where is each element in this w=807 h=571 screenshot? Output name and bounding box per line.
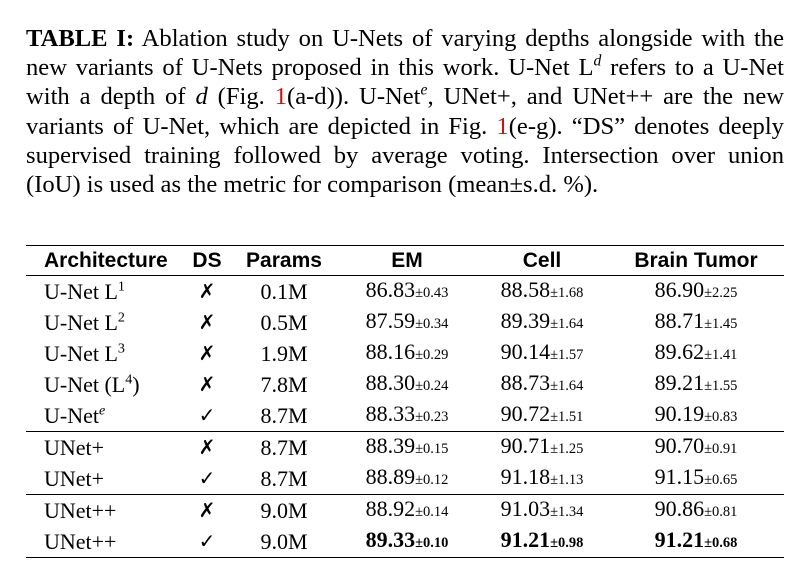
table-header-row	[26, 246, 784, 276]
header-em: EM	[338, 246, 476, 276]
architecture-cell	[26, 369, 184, 400]
em-mean: 86.83	[365, 277, 416, 302]
cell-sd: ±1.64	[550, 316, 584, 332]
em-sd: ±0.15	[415, 441, 449, 457]
architecture-name: U-Net L	[44, 341, 118, 366]
depth-superscript: 1	[117, 278, 125, 295]
bt-sd: ±2.25	[704, 285, 738, 301]
ds-mark: ✗	[198, 341, 216, 365]
table-row	[26, 495, 784, 527]
table-row	[26, 369, 784, 400]
cell-mean: 88.58	[500, 277, 551, 302]
em-sd: ±0.29	[415, 347, 449, 363]
architecture-cell	[26, 307, 184, 338]
em-sd: ±0.43	[415, 285, 449, 301]
ds-mark: ✓	[184, 526, 230, 558]
em-cell	[338, 463, 476, 495]
architecture-name: U-Net	[44, 403, 99, 428]
bt-mean: 90.86	[654, 496, 705, 521]
depth-superscript: 3	[117, 340, 125, 357]
em-mean: 88.16	[365, 339, 416, 364]
ds-mark: ✗	[198, 310, 216, 334]
architecture-name-tail: )	[132, 372, 140, 397]
bt-sd: ±1.41	[704, 347, 738, 363]
em-mean: 88.39	[365, 433, 416, 458]
brain-tumor-cell	[608, 369, 784, 400]
header-architecture: Architecture	[26, 246, 184, 276]
cell-mean: 90.71	[500, 433, 551, 458]
params-cell: 0.1M	[260, 279, 308, 304]
table-row	[26, 307, 784, 338]
bt-sd: ±1.45	[704, 316, 738, 332]
table-row	[26, 526, 784, 558]
em-sd: ±0.24	[415, 378, 449, 394]
bt-mean: 86.90	[654, 277, 705, 302]
cell-cell	[476, 307, 608, 338]
caption-text: , UNet+, and UNet++ are the new variants of U-Net, which are depicted in Fig.	[26, 83, 784, 140]
cell-cell	[476, 526, 608, 558]
caption-text: refers to a U-Net with a depth of	[26, 54, 784, 111]
header-ds: DS	[184, 246, 230, 276]
cell-sd: ±1.51	[550, 409, 584, 425]
cell-mean: 91.18	[500, 464, 551, 489]
brain-tumor-cell	[608, 400, 784, 432]
cell-mean: 89.39	[500, 308, 551, 333]
em-mean: 88.89	[365, 464, 416, 489]
em-mean: 88.30	[365, 370, 416, 395]
caption-text: (a-d)). U-Net	[287, 83, 421, 111]
params-cell: 1.9M	[260, 341, 308, 366]
ds-mark: ✗	[184, 495, 230, 527]
caption-label: TABLE I:	[26, 25, 135, 52]
em-sd: ±0.34	[415, 316, 449, 332]
em-mean: 87.59	[365, 308, 416, 333]
cell-mean: 90.14	[500, 339, 551, 364]
cell-cell	[476, 400, 608, 432]
architecture-cell: UNet+	[44, 466, 105, 491]
em-cell	[338, 307, 476, 338]
params-cell: 8.7M	[260, 466, 308, 491]
em-sd: ±0.12	[415, 472, 449, 488]
architecture-cell	[26, 276, 184, 308]
header-brain-tumor: Brain Tumor	[608, 246, 784, 276]
caption-var-d: d	[195, 83, 208, 111]
bt-mean: 91.15	[654, 464, 705, 489]
brain-tumor-cell	[608, 432, 784, 464]
bt-sd: ±0.65	[704, 472, 738, 488]
bt-sd: ±0.91	[704, 441, 738, 457]
em-cell	[338, 432, 476, 464]
brain-tumor-cell	[608, 495, 784, 527]
bt-sd: ±0.81	[704, 504, 738, 520]
cell-mean: 88.73	[500, 370, 551, 395]
header-params: Params	[230, 246, 338, 276]
caption-text: (e-g). “DS” denotes deeply supervised training followed by average voting. Intersection over union (IoU) is used as the metric for comparison (mean±s.d. %).	[26, 112, 784, 199]
architecture-name: U-Net (L	[44, 372, 126, 397]
bt-sd: ±0.68	[704, 535, 738, 551]
architecture-cell: UNet+	[26, 432, 184, 464]
depth-superscript: 2	[117, 309, 125, 326]
bt-mean: 90.19	[654, 401, 705, 426]
em-sd: ±0.14	[415, 504, 449, 520]
architecture-cell	[26, 400, 184, 432]
em-mean: 88.33	[365, 401, 416, 426]
variant-superscript: e	[98, 402, 106, 419]
params-cell: 8.7M	[260, 403, 308, 428]
em-mean: 89.33	[365, 527, 416, 552]
table-row	[26, 463, 784, 495]
caption-text: Ablation study on U-Nets of varying depths alongside with the new variants of U-Nets proposed in this work. U-Net L	[26, 25, 784, 82]
cell-mean: 91.03	[500, 496, 551, 521]
table-row	[26, 432, 784, 464]
cell-sd: ±1.57	[550, 347, 584, 363]
brain-tumor-cell	[608, 307, 784, 338]
architecture-name: U-Net L	[44, 310, 118, 335]
table-row	[26, 276, 784, 308]
brain-tumor-cell	[608, 526, 784, 558]
table-row	[26, 338, 784, 369]
params-cell: 8.7M	[230, 432, 338, 464]
ds-mark: ✗	[198, 279, 216, 303]
ds-mark: ✓	[198, 466, 216, 490]
cell-cell	[476, 495, 608, 527]
em-cell	[338, 369, 476, 400]
caption-sup-e: e	[420, 81, 428, 99]
params-cell: 0.5M	[260, 310, 308, 335]
header-cell: Cell	[476, 246, 608, 276]
cell-cell	[476, 338, 608, 369]
cell-sd: ±0.98	[550, 535, 584, 551]
em-mean: 88.92	[365, 496, 416, 521]
ds-mark: ✗	[184, 432, 230, 464]
cell-sd: ±1.34	[550, 504, 584, 520]
table-caption	[26, 24, 784, 199]
table-row	[26, 400, 784, 432]
cell-cell	[476, 369, 608, 400]
em-cell	[338, 526, 476, 558]
cell-sd: ±1.13	[550, 472, 584, 488]
architecture-name: U-Net L	[44, 279, 118, 304]
params-cell: 7.8M	[260, 372, 308, 397]
em-cell	[338, 338, 476, 369]
cell-sd: ±1.25	[550, 441, 584, 457]
bt-sd: ±0.83	[704, 409, 738, 425]
caption-sup-d: d	[593, 52, 602, 70]
em-cell	[338, 495, 476, 527]
architecture-cell	[26, 338, 184, 369]
ds-mark: ✓	[198, 403, 216, 427]
bt-mean: 91.21	[654, 527, 705, 552]
bt-mean: 90.70	[654, 433, 705, 458]
em-cell	[338, 400, 476, 432]
em-sd: ±0.23	[415, 409, 449, 425]
cell-cell	[476, 432, 608, 464]
bt-sd: ±1.55	[704, 378, 738, 394]
architecture-cell: UNet++	[26, 526, 184, 558]
em-cell	[338, 276, 476, 308]
params-cell: 9.0M	[230, 495, 338, 527]
cell-sd: ±1.64	[550, 378, 584, 394]
caption-text: (Fig.	[207, 83, 275, 111]
brain-tumor-cell	[608, 463, 784, 495]
bt-mean: 89.21	[654, 370, 705, 395]
em-sd: ±0.10	[415, 535, 449, 551]
cell-mean: 91.21	[500, 527, 551, 552]
ds-mark: ✗	[198, 372, 216, 396]
bt-mean: 89.62	[654, 339, 705, 364]
cell-mean: 90.72	[500, 401, 551, 426]
brain-tumor-cell	[608, 338, 784, 369]
depth-superscript: 4	[125, 371, 133, 388]
cell-cell	[476, 276, 608, 308]
figure-ref-link[interactable]: 1	[274, 83, 288, 111]
cell-sd: ±1.68	[550, 285, 584, 301]
ablation-table	[26, 245, 784, 558]
architecture-cell: UNet++	[26, 495, 184, 527]
bt-mean: 88.71	[654, 308, 705, 333]
params-cell: 9.0M	[230, 526, 338, 558]
brain-tumor-cell	[608, 276, 784, 308]
figure-ref-link[interactable]: 1	[496, 112, 509, 140]
cell-cell	[476, 463, 608, 495]
